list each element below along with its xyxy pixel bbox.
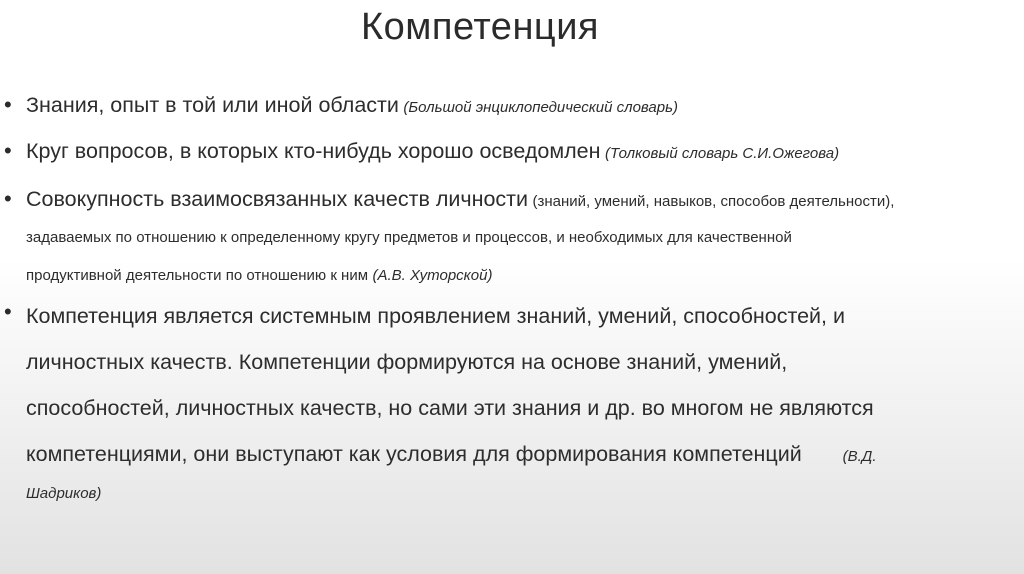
bullet-item bbox=[0, 182, 894, 296]
bullet-citation: (Большой энциклопедический словарь) bbox=[403, 99, 679, 116]
slide-title: Компетенция bbox=[360, 6, 599, 48]
bullet-dot: • bbox=[4, 186, 12, 211]
bullet-text: способностей, личностных качеств, но сами эти знания и др. во многом не являются bbox=[26, 396, 874, 420]
bullet-text: Компетенция является системным проявлением знаний, умений, способностей, и bbox=[26, 304, 845, 328]
bullet-detail: продуктивной деятельности по отношению к ним bbox=[26, 267, 369, 284]
bullet-dot: • bbox=[4, 299, 12, 324]
bullet-text: Совокупность взаимосвязанных качеств личности bbox=[26, 187, 529, 211]
bullet-text: Знания, опыт в той или иной области bbox=[26, 93, 399, 117]
bullet-citation: (Толковый словарь С.И.Ожегова) bbox=[604, 145, 840, 162]
bullet-dot: • bbox=[4, 92, 12, 117]
bullet-item bbox=[0, 134, 839, 174]
bullet-detail: (знаний, умений, навыков, способов деятельности), bbox=[532, 193, 895, 210]
bullet-text: компетенциями, они выступают как условия для формирования компетенций bbox=[26, 442, 802, 466]
bullet-text: Круг вопросов, в которых кто-нибудь хорошо осведомлен bbox=[26, 139, 601, 163]
bullet-text: личностных качеств. Компетенции формируются на основе знаний, умений, bbox=[26, 350, 788, 374]
bullet-citation: (В.Д. bbox=[842, 448, 877, 465]
bullet-item bbox=[0, 293, 877, 511]
bullet-item bbox=[0, 88, 678, 128]
bullet-citation: (А.В. Хуторской) bbox=[372, 267, 493, 284]
bullet-detail: задаваемых по отношению к определенному кругу предметов и процессов, и необходимых для качественной bbox=[26, 229, 792, 246]
bullet-citation: Шадриков) bbox=[26, 485, 102, 502]
bullet-dot: • bbox=[4, 138, 12, 163]
